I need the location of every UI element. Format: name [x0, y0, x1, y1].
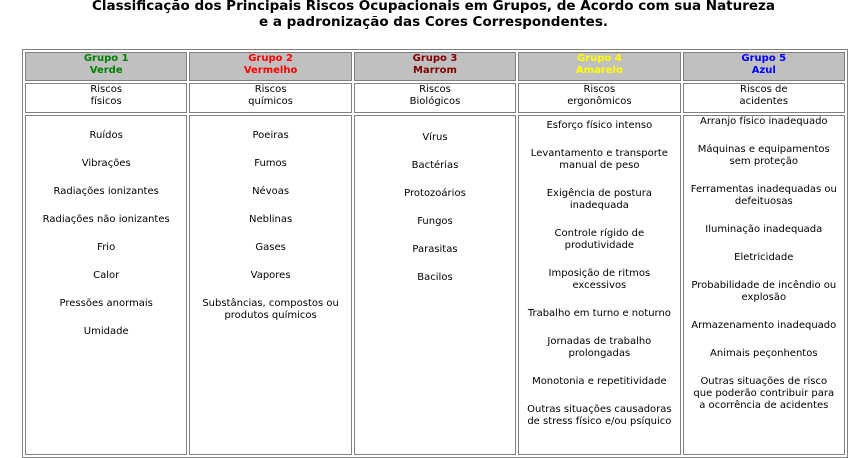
risk-item: Máquinas e equipamentos sem proteção [697, 144, 830, 167]
risk-type-2 [189, 83, 351, 113]
group-header-row [25, 52, 845, 81]
group-color-name: Azul [751, 65, 776, 76]
risk-item: Ruídos [89, 130, 123, 141]
risk-item: Radiações ionizantes [53, 186, 159, 197]
risk-item: Animais peçonhentos [710, 348, 818, 359]
risk-type-line: Riscos de [740, 84, 788, 95]
risk-type-4 [518, 83, 680, 113]
risk-items-4 [518, 115, 680, 455]
risk-item: Ferramentas inadequadas ou defeituosas [690, 184, 837, 207]
risk-type-1 [25, 83, 187, 113]
risk-item: Umidade [83, 326, 129, 337]
risk-item: Outras situações causadoras de stress físico e/ou psíquico [527, 404, 672, 427]
risk-items-row [25, 115, 845, 455]
group-header-1 [25, 52, 187, 81]
risk-item: Levantamento e transporte manual de peso [530, 148, 668, 171]
risk-items-3 [354, 115, 516, 455]
risk-classification-table [22, 49, 848, 458]
group-color-name: Marrom [413, 65, 457, 76]
risk-type-line: físicos [90, 96, 122, 107]
title-line-2: e a padronização das Cores Correspondentes. [258, 14, 608, 30]
risk-item: Trabalho em turno e noturno [527, 308, 671, 319]
group-color-name: Amarelo [575, 65, 623, 76]
group-color-name: Vermelho [243, 65, 298, 76]
risk-item: Bacilos [417, 272, 453, 283]
risk-item: Vapores [250, 270, 291, 281]
risk-type-5 [683, 83, 845, 113]
risk-type-line: Riscos [583, 84, 616, 95]
risk-type-line: ergonômicos [567, 96, 632, 107]
risk-item: Fumos [254, 158, 287, 169]
risk-items-1 [25, 115, 187, 455]
risk-item: Outras situações de risco que poderão contribuir para a ocorrência de acidentes [693, 376, 835, 411]
risk-item: Neblinas [248, 214, 293, 225]
risk-item: Probabilidade de incêndio ou explosão [691, 280, 837, 303]
risk-type-line: Riscos [254, 84, 287, 95]
group-name: Grupo 3 [412, 53, 458, 64]
risk-item: Bactérias [411, 160, 459, 171]
risk-item: Vírus [422, 132, 448, 143]
risk-item: Imposição de ritmos excessivos [548, 268, 651, 291]
risk-items-5 [683, 115, 845, 455]
risk-item: Controle rígido de produtividade [554, 228, 645, 251]
risk-item: Vibrações [81, 158, 131, 169]
risk-item: Arranjo físico inadequado [700, 116, 828, 127]
risk-type-line: Riscos [90, 84, 123, 95]
risk-item: Esforço físico intenso [546, 120, 653, 131]
group-header-4 [518, 52, 680, 81]
risk-item: Exigência de postura inadequada [546, 188, 653, 211]
risk-item: Iluminação inadequada [705, 224, 823, 235]
group-header-2 [189, 52, 351, 81]
risk-item: Eletricidade [734, 252, 794, 263]
group-name: Grupo 1 [83, 53, 129, 64]
risk-type-3 [354, 83, 516, 113]
group-name: Grupo 4 [577, 53, 622, 64]
risk-item: Gases [255, 242, 286, 253]
risk-item: Frio [97, 242, 116, 253]
risk-item: Névoas [252, 186, 290, 197]
risk-item: Pressões anormais [59, 298, 153, 309]
risk-item: Substâncias, compostos ou produtos químicos [202, 298, 339, 321]
risk-type-line: acidentes [739, 96, 789, 107]
page-title [0, 0, 867, 30]
risk-item: Poeiras [252, 130, 289, 141]
group-name: Grupo 2 [248, 53, 293, 64]
risk-item: Radiações não ionizantes [42, 214, 170, 225]
risk-type-line: Riscos [419, 84, 451, 95]
group-header-5 [683, 52, 845, 81]
group-color-name: Verde [89, 65, 123, 76]
risk-item: Calor [93, 270, 120, 281]
risk-item: Protozoários [404, 188, 466, 199]
risk-type-line: Biológicos [409, 96, 461, 107]
risk-item: Armazenamento inadequado [691, 320, 837, 331]
risk-item: Parasitas [412, 244, 458, 255]
group-header-3 [354, 52, 516, 81]
title-line-1: Classificação dos Principais Riscos Ocupacionais em Grupos, de Acordo com sua Natureza [91, 0, 776, 14]
risk-item: Fungos [417, 216, 453, 227]
risk-items-2 [189, 115, 351, 455]
risk-type-line: químicos [248, 96, 293, 107]
group-name: Grupo 5 [741, 53, 787, 64]
risk-type-row [25, 83, 845, 113]
risk-item: Monotonia e repetitividade [532, 376, 667, 387]
risk-item: Jornadas de trabalho prolongadas [547, 336, 652, 359]
